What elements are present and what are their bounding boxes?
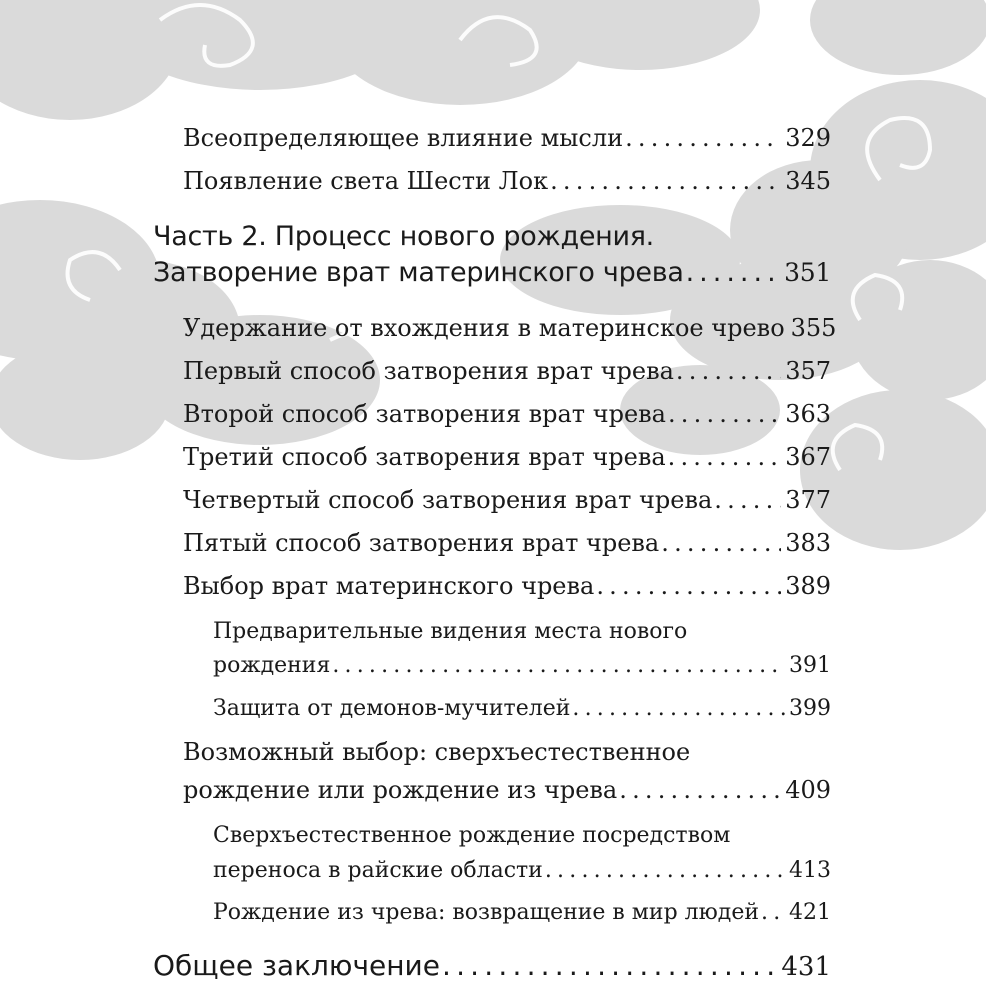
leader-dots — [442, 949, 777, 982]
toc-entry[interactable] — [183, 124, 831, 152]
toc-page-number: 391 — [789, 653, 831, 678]
toc-entry-title: Третий способ затворения врат чрева — [183, 443, 666, 471]
toc-page-number: 377 — [785, 486, 831, 514]
toc-entry[interactable] — [183, 572, 831, 600]
toc-page-number: 383 — [785, 529, 831, 557]
toc-entry-title: Первый способ затворения врат чрева — [183, 357, 674, 385]
leader-dots — [619, 776, 781, 804]
toc-subentry-line1[interactable]: Предварительные видения места нового — [213, 619, 688, 644]
leader-dots — [625, 124, 781, 152]
toc-part-heading[interactable] — [153, 257, 831, 288]
leader-dots — [676, 357, 781, 385]
toc-page-number: 413 — [789, 858, 831, 883]
toc-entry-title: Удержание от вхождения в материнское чрево — [183, 314, 785, 342]
leader-dots — [545, 858, 785, 883]
toc-subentry[interactable] — [213, 653, 831, 678]
toc-page-number: 345 — [785, 167, 831, 195]
toc-entry-title: переноса в райские области — [213, 858, 543, 883]
toc-entry-title: Общее заключение — [153, 949, 440, 982]
toc-page-number: 355 — [790, 314, 837, 342]
toc-subentry[interactable] — [213, 858, 831, 883]
toc-entry[interactable] — [183, 400, 831, 428]
toc-entry-title: Второй способ затворения врат чрева — [183, 400, 666, 428]
toc-entry[interactable] — [183, 167, 831, 195]
toc-entry-title: рождение или рождение из чрева — [183, 776, 618, 804]
toc-page-number: 363 — [785, 400, 831, 428]
toc-entry[interactable] — [183, 357, 831, 385]
toc-part-heading-line1[interactable]: Часть 2. Процесс нового рождения. — [153, 221, 654, 252]
leader-dots — [668, 443, 782, 471]
toc-entry[interactable] — [183, 776, 831, 804]
leader-dots — [714, 486, 781, 514]
toc-conclusion[interactable] — [153, 949, 831, 982]
toc-entry-title: рождения — [213, 653, 331, 678]
toc-entry-title: Всеопределяющее влияние мысли — [183, 124, 624, 152]
leader-dots — [761, 900, 785, 925]
toc-entry[interactable] — [183, 486, 831, 514]
toc-entry-title: Рождение из чрева: возвращение в мир людей — [213, 900, 760, 925]
toc-page-number: 389 — [785, 572, 831, 600]
toc-page-number: 421 — [789, 900, 831, 925]
toc-page-number: 409 — [785, 776, 831, 804]
toc-entry-title: Четвертый способ затворения врат чрева — [183, 486, 713, 514]
toc-page-number: 399 — [789, 696, 831, 721]
toc-entry[interactable] — [183, 314, 837, 342]
leader-dots — [668, 400, 781, 428]
toc-entry[interactable] — [183, 529, 831, 557]
toc-page-number: 351 — [784, 258, 831, 287]
leader-dots — [596, 572, 781, 600]
toc-page-number: 431 — [781, 952, 831, 982]
toc-subentry-line1[interactable]: Сверхъестественное рождение посредством — [213, 823, 731, 848]
leader-dots — [572, 696, 785, 721]
leader-dots — [661, 529, 781, 557]
leader-dots — [550, 167, 781, 195]
toc-entry-line1[interactable]: Возможный выбор: сверхъестественное — [183, 738, 691, 766]
toc-entry[interactable] — [183, 443, 831, 471]
leader-dots — [686, 257, 781, 288]
toc-part-heading-line2: Затворение врат материнского чрева — [153, 257, 684, 288]
toc-page-number: 357 — [785, 357, 831, 385]
toc-entry-title: Выбор врат материнского чрева — [183, 572, 595, 600]
leader-dots — [332, 653, 785, 678]
toc-subentry[interactable] — [213, 696, 831, 721]
toc-entry-title: Защита от демонов-мучителей — [213, 696, 571, 721]
toc-page-number: 367 — [785, 443, 831, 471]
toc-page-number: 329 — [785, 124, 831, 152]
toc-entry-title: Появление света Шести Лок — [183, 167, 549, 195]
toc-subentry[interactable] — [213, 900, 831, 925]
toc-entry-title: Пятый способ затворения врат чрева — [183, 529, 660, 557]
